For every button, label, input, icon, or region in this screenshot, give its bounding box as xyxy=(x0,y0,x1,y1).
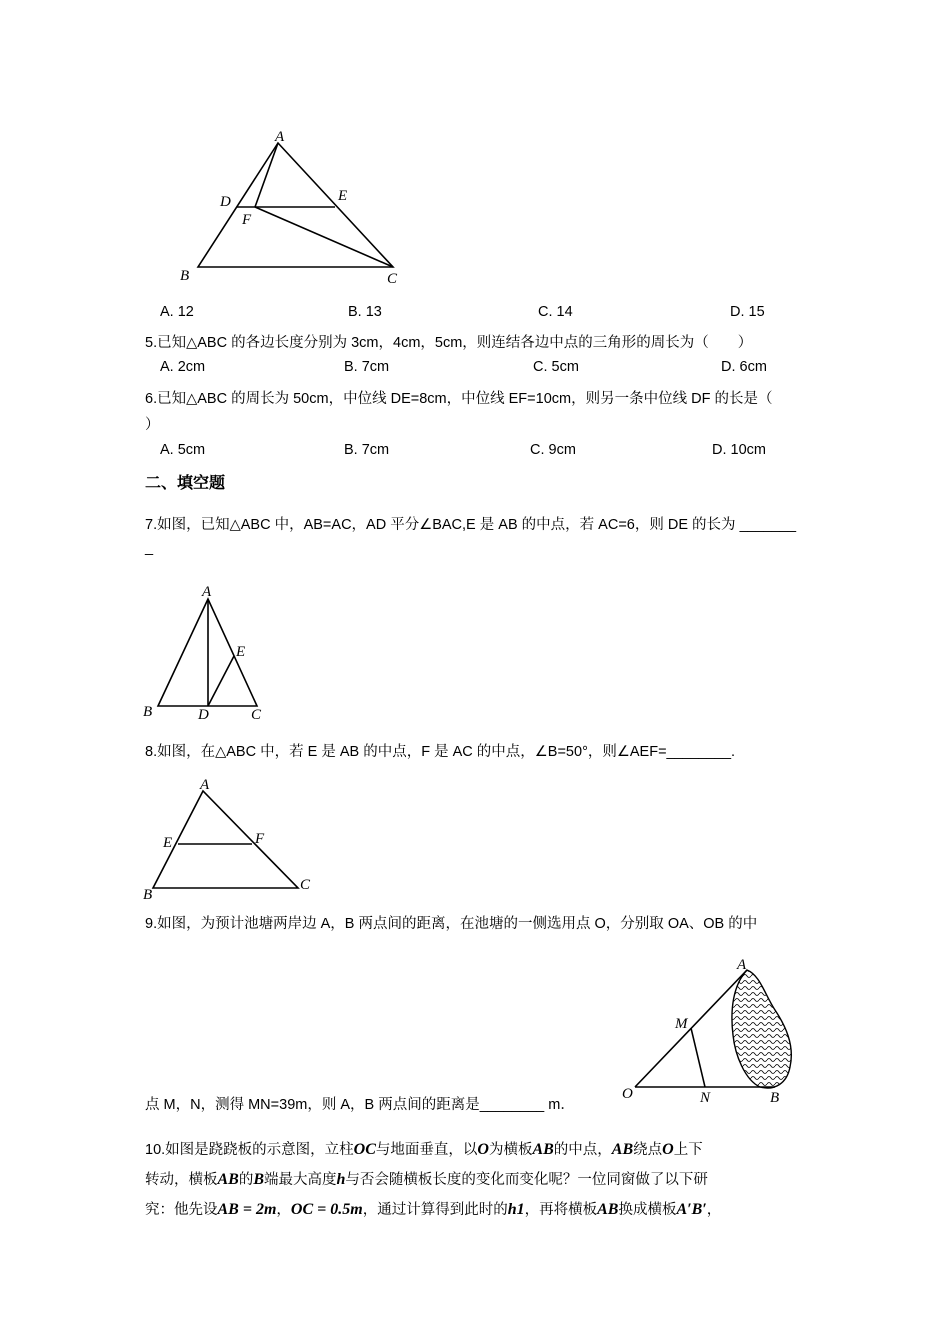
label-f: F xyxy=(255,831,265,847)
math-ab: AB xyxy=(611,1141,634,1158)
q7-figure xyxy=(140,584,280,724)
q10-text: 上下 xyxy=(673,1142,703,1158)
label-a: A xyxy=(737,957,747,973)
label-a: A xyxy=(200,777,210,793)
q10-text: 与否会随横板长度的变化而变化呢？一位同窗做了以下研 xyxy=(345,1172,708,1188)
q10-text: 究：他先设 xyxy=(145,1202,218,1218)
label-f: F xyxy=(242,212,252,228)
q6-option-c[interactable]: C. 9cm xyxy=(530,442,576,458)
q7-stem-line2: _ xyxy=(145,540,154,556)
q10-line3 xyxy=(145,1198,721,1219)
q10-line2 xyxy=(145,1168,708,1189)
label-b: B xyxy=(143,704,153,720)
q10-text: ， xyxy=(276,1202,291,1218)
label-d: D xyxy=(220,194,231,210)
segment-de xyxy=(208,656,234,706)
label-b: B xyxy=(770,1090,780,1106)
label-c: C xyxy=(387,271,398,287)
q10-text: 与地面垂直，以 xyxy=(375,1142,478,1158)
q6-stem-line1: 6.已知△ABC 的周长为 50cm，中位线 DE=8cm，中位线 EF=10cm，则另一条中位线 DF 的长是（ xyxy=(145,391,773,407)
q5-stem: 5.已知△ABC 的各边长度分别为 3cm，4cm，5cm，则连结各边中点的三角形的周长为（ ） xyxy=(145,335,753,351)
math-o: O xyxy=(662,1141,674,1158)
q5-option-d[interactable]: D. 6cm xyxy=(721,359,767,375)
q9-stem-line1: 9.如图，为预计池塘两岸边 A，B 两点间的距离，在池塘的一侧选用点 O，分别取 OA、OB 的中 xyxy=(145,916,758,932)
segment-fc xyxy=(255,207,393,267)
label-b: B xyxy=(143,887,153,903)
q10-text: 绕点 xyxy=(633,1142,663,1158)
segment-mn xyxy=(691,1028,705,1087)
label-m: M xyxy=(675,1016,688,1032)
q6-option-d[interactable]: D. 10cm xyxy=(712,442,766,458)
q10-text: ，通过计算得到此时的 xyxy=(362,1202,508,1218)
math-oc-eq: OC = 0.5m xyxy=(290,1201,363,1218)
q5-option-a[interactable]: A. 2cm xyxy=(160,359,206,375)
label-b: B xyxy=(180,268,190,284)
section-heading-fill-in: 二、填空题 xyxy=(145,475,226,492)
q4-figure xyxy=(175,128,415,288)
q10-text: 的中点， xyxy=(553,1142,612,1158)
math-o: O xyxy=(477,1141,489,1158)
math-h1: h1 xyxy=(507,1201,525,1218)
label-e: E xyxy=(236,644,246,660)
math-ab: AB xyxy=(597,1201,619,1218)
q9-figure xyxy=(615,955,815,1110)
q8-stem: 8.如图，在△ABC 中，若 E 是 AB 的中点，F 是 AC 的中点，∠B=50°，则∠AEF=________. xyxy=(145,744,736,760)
math-ab: AB xyxy=(217,1171,239,1188)
math-h: h xyxy=(336,1171,346,1188)
math-ab-eq: AB = 2m xyxy=(217,1201,277,1218)
q8-figure xyxy=(140,776,320,904)
q10-text: 转动，横板 xyxy=(145,1172,218,1188)
triangle-abc xyxy=(153,791,298,888)
q10-text: 为横板 xyxy=(488,1142,533,1158)
q5-option-c[interactable]: C. 5cm xyxy=(533,359,579,375)
segment-af xyxy=(255,143,278,207)
q4-option-a[interactable]: A. 12 xyxy=(160,304,194,320)
q10-text: ， xyxy=(706,1202,722,1218)
q4-option-c[interactable]: C. 14 xyxy=(538,304,573,320)
label-c: C xyxy=(300,877,311,893)
q9-stem-line2: 点 M，N，测得 MN=39m，则 A，B 两点间的距离是________ m． xyxy=(145,1097,575,1113)
label-d: D xyxy=(198,707,209,723)
label-a: A xyxy=(202,584,212,600)
math-ab: AB xyxy=(532,1141,554,1158)
label-e: E xyxy=(338,188,348,204)
q7-stem-line1: 7.如图，已知△ABC 中，AB=AC，AD 平分∠BAC,E 是 AB 的中点，若 AC=6，则 DE 的长为 _______ xyxy=(145,517,797,533)
math-ab-prime: A′B′ xyxy=(676,1201,707,1218)
q5-option-b[interactable]: B. 7cm xyxy=(344,359,390,375)
math-oc: OC xyxy=(353,1141,376,1158)
q6-option-b[interactable]: B. 7cm xyxy=(344,442,390,458)
q6-stem-line2: ） xyxy=(145,417,160,433)
q10-text: 端最大高度 xyxy=(264,1172,337,1188)
label-e: E xyxy=(163,835,173,851)
q10-text: 的 xyxy=(238,1172,254,1188)
label-c: C xyxy=(251,707,262,723)
q4-option-d[interactable]: D. 15 xyxy=(730,304,765,320)
q6-option-a[interactable]: A. 5cm xyxy=(160,442,206,458)
label-o: O xyxy=(622,1086,633,1102)
q10-text: 10.如图是跷跷板的示意图，立柱 xyxy=(145,1142,354,1158)
q10-text: 换成横板 xyxy=(618,1202,677,1218)
pond xyxy=(732,970,791,1088)
label-a: A xyxy=(275,129,285,145)
q4-option-b[interactable]: B. 13 xyxy=(348,304,382,320)
label-n: N xyxy=(700,1090,711,1106)
q10-text: ，再将横板 xyxy=(524,1202,598,1218)
q10-line1 xyxy=(145,1138,703,1159)
math-b: B xyxy=(253,1171,265,1188)
